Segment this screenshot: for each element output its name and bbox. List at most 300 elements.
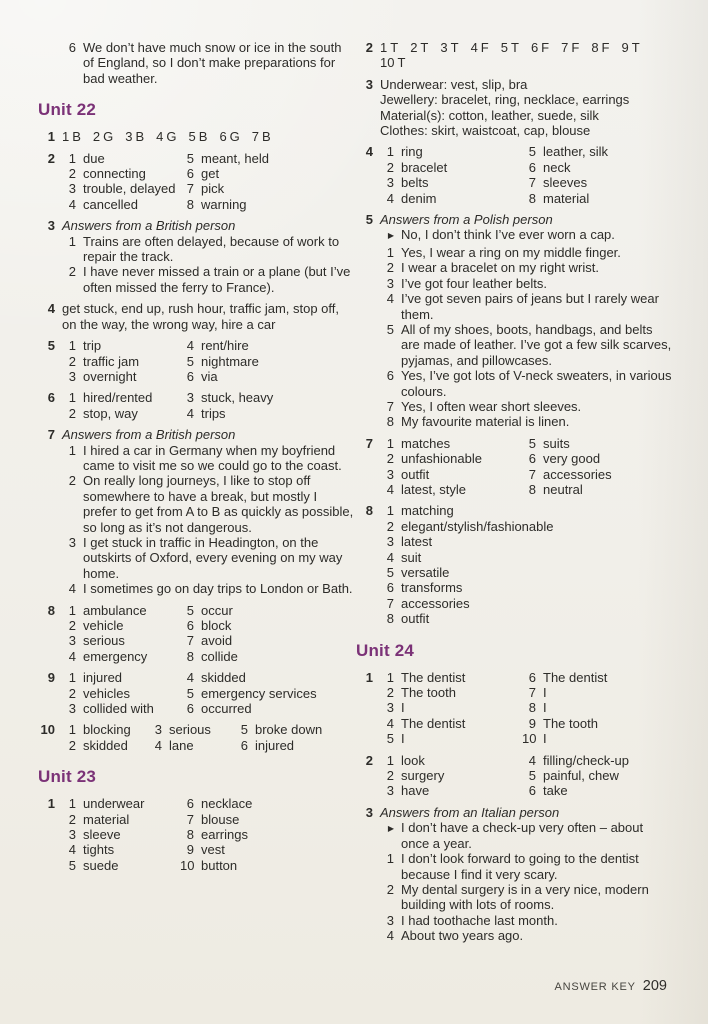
answer-row [380,913,674,928]
exercise [40,796,354,873]
item-number: 6 [528,783,536,799]
answer-row [180,827,252,842]
item-text: occur [201,602,233,618]
exercise-number: 10 [40,722,55,738]
answer-columns [62,151,354,213]
answer-row [62,670,180,685]
item-text: nightmare [201,353,259,369]
item-number: 5 [528,768,536,784]
item-text: I [543,700,547,716]
item-number: 2 [68,353,76,369]
item-text: stuck, heavy [201,390,274,406]
item-text: sleeve [83,827,121,843]
word-pair [531,40,549,55]
answer-row [522,685,607,700]
answer-row [180,686,317,701]
exercise-body [380,144,674,206]
word-pair [219,129,239,144]
pair-value: G [166,129,177,145]
item-number: 5 [68,857,76,873]
answer-row [522,670,607,685]
item-text: The dentist [543,669,608,685]
item-number: 5 [186,602,194,618]
answer-row [62,603,180,618]
item-number: 4 [186,405,194,421]
item-number: 2 [386,768,394,784]
item-text: emergency services [201,685,317,701]
pair-value: F [571,40,580,55]
word-pair [501,40,519,55]
answer-row [62,535,354,581]
item-number: 3 [386,466,394,482]
word-pair [471,40,489,55]
answer-row [380,596,554,611]
item-number: 4 [386,190,394,206]
unit-heading: Unit 23 [38,767,97,787]
answer-columns [62,390,354,421]
item-number: 6 [240,737,248,753]
answer-row [380,768,522,783]
answer-row [180,338,259,353]
item-text: emergency [83,648,148,664]
item-number: 3 [386,534,394,550]
pair-number: 5 [188,129,196,145]
pair-number: 8 [591,40,599,55]
item-number: 2 [68,405,76,421]
item-text: earrings [201,827,248,843]
item-text: I don’t look forward to going to the dentist because I find it very scary. [401,851,639,882]
item-text: traffic jam [83,353,140,369]
answer-row [62,701,180,716]
answer-row [522,700,607,715]
item-text: vest [201,842,225,858]
exercise-body [62,390,354,421]
item-text: overnight [83,368,137,384]
answer-list [62,796,180,873]
item-number: 3 [68,701,76,717]
answer-row [380,368,674,399]
item-number: 3 [68,368,76,384]
item-text: collide [201,648,238,664]
item-number: 5 [386,565,394,580]
item-number: 9 [186,842,194,858]
answer-row [62,264,354,295]
answer-row [180,369,259,384]
pair-number: 4 [470,40,478,55]
item-number: 3 [386,275,394,291]
item-number: 6 [68,40,76,55]
word-pair [62,129,81,144]
item-text: I have never missed a train or a plane (but I’ve often missed the ferry to France). [83,264,351,295]
item-number: 6 [528,669,536,685]
answer-row [180,670,317,685]
answer-row [180,842,252,857]
item-number: 2 [386,159,394,175]
item-number: 6 [186,166,194,182]
item-number: 2 [68,811,76,827]
answer-row [380,820,674,851]
answer-row [380,731,522,746]
answer-row [62,406,180,421]
item-text: Trains are often delayed, because of work to repair the track. [83,233,340,265]
exercise-number: 1 [47,796,55,812]
exercise-number: 9 [47,670,55,686]
item-text: block [201,618,232,633]
item-text: My favourite material is linen. [401,414,570,430]
pair-value: T [510,40,519,55]
item-number: 2 [386,451,394,467]
answer-list [522,753,629,799]
answer-row [380,414,674,429]
answer-row [62,40,354,86]
item-number: 3 [186,390,194,406]
answer-row [180,701,317,716]
exercise-number: 8 [47,602,55,618]
right-column [358,40,674,950]
exercise-body [62,151,354,213]
answer-list [522,144,608,206]
answer-row [180,406,273,421]
item-number: 5 [528,435,536,451]
item-text: stop, way [83,405,138,421]
answer-row [62,796,180,811]
item-text: matching [401,503,454,519]
answer-row [380,670,522,685]
item-number: 3 [386,700,394,716]
item-text: versatile [401,565,450,580]
pair-number: 9 [621,40,629,55]
item-text: very good [543,451,601,467]
page-footer [554,978,667,994]
item-number: 8 [186,196,194,212]
answers-heading: Answers from a British person [62,218,236,234]
item-number: 2 [68,618,76,633]
pair-value: T [397,55,406,71]
page-number: 209 [642,978,667,994]
item-number: 1 [68,796,76,812]
exercise [40,338,354,384]
footer-label: ANSWER KEY [554,981,636,993]
word-pair [440,40,458,55]
exercise-number: 3 [365,76,373,92]
item-number: 6 [186,618,194,633]
answer-list [62,151,180,213]
item-text: I’ve got seven pairs of jeans but I rarely wear them. [401,291,659,322]
answer-row [380,260,674,275]
item-text: material [543,190,590,206]
item-number: 1 [386,752,394,768]
answer-row [380,928,674,943]
answer-row [234,722,322,737]
item-number: 1 [386,669,394,685]
answer-columns [62,670,354,716]
item-number: 7 [186,633,194,649]
answer-row [180,812,252,827]
item-text: serious [169,722,211,738]
item-number: 1 [386,244,394,260]
exercise-number: 2 [365,40,373,55]
item-number: 4 [186,338,194,354]
item-text: The dentist [401,669,466,685]
item-text: I get stuck in traffic in Headington, on the outskirts of Oxford, every evening on my way home. [83,534,343,581]
item-number: 4 [386,549,394,565]
item-number: 4 [68,842,76,858]
item-number: 7 [186,181,194,197]
item-number: 4 [386,715,394,731]
pair-number: 7 [561,40,569,55]
answer-row [380,291,674,322]
item-text: On really long journeys, I like to stop off somewhere to have a break, but mostly I prefer to get from A to B as quickly as possible, so long as it’s not dangerous. [83,473,354,535]
category-line: Clothes: skirt, waistcoat, cap, blouse [380,123,591,139]
answer-list [180,670,317,716]
exercise [40,151,354,213]
exercise-body [380,436,674,498]
answer-row [380,399,674,414]
answer-row [522,716,607,731]
item-text: ring [401,144,423,160]
exercise-body [62,427,354,596]
item-text: I [401,731,405,747]
item-number: 8 [528,190,536,206]
item-text: The dentist [401,715,466,731]
exercise-number: 7 [365,435,373,451]
answer-row [62,234,354,265]
item-text: I wear a bracelet on my right wrist. [401,260,599,276]
item-number: 2 [386,518,394,534]
item-text: painful, chew [543,768,619,784]
item-text: trips [201,405,226,421]
word-pair [561,40,579,55]
word-pair [591,40,609,55]
answer-row [62,181,180,196]
answer-row [380,245,674,260]
exercise [358,436,674,498]
answer-row [62,738,148,753]
item-text: look [401,752,425,768]
answer-columns [380,753,674,799]
answer-row [380,436,522,451]
answer-row [62,443,354,474]
answer-row [180,796,252,811]
answer-row [62,812,180,827]
item-text: I hired a car in Germany when my boyfriend came to visit me so we could go to the coast. [83,442,342,473]
exercise-number: 4 [365,144,373,160]
item-number: 3 [68,827,76,843]
answer-row [380,783,522,798]
item-text: The tooth [401,685,456,701]
answer-row [180,649,238,664]
item-number: 5 [240,722,248,738]
answer-list [180,390,273,421]
answer-row [62,618,180,633]
pair-number: 2 [410,40,418,55]
item-text: accessories [401,595,470,611]
answers-heading: Answers from an Italian person [380,804,560,820]
exercise [40,670,354,716]
item-number: 1 [68,233,76,249]
exercise-number: 5 [365,212,373,228]
exercise [358,805,674,944]
answer-list [62,390,180,421]
item-number: 5 [186,353,194,369]
item-text: Yes, I often wear short sleeves. [401,398,582,414]
answer-row [180,197,269,212]
answer-row [148,722,234,737]
item-number: 10 [522,731,537,747]
pair-number: 2 [92,129,101,145]
answer-row [380,227,674,244]
item-number: 7 [386,595,394,611]
exercise [358,144,674,206]
answers-heading: Answers from a British person [62,427,236,443]
answer-list [180,338,259,384]
item-number: 4 [186,670,194,686]
item-number: 7 [528,466,536,482]
pair-value: F [480,40,489,55]
item-number: 6 [386,368,394,384]
item-number: 9 [528,715,536,731]
pair-value: B [72,129,81,145]
answer-row [380,534,554,549]
answer-list [380,753,522,799]
item-text: take [543,783,568,799]
answer-row [62,390,180,405]
item-text: serious [83,633,125,649]
item-number: 6 [528,451,536,467]
item-text: rent/hire [201,338,249,354]
pair-number: 6 [530,40,539,55]
answer-row [380,451,522,466]
item-text: get [201,166,220,182]
item-number: 8 [186,648,194,664]
item-number: 4 [68,648,76,664]
item-text: My dental surgery is in a very nice, modern building with lots of rooms. [401,881,649,913]
item-text: latest [401,534,433,550]
exercise [40,603,354,665]
item-number: 6 [528,159,536,175]
exercise-body [380,670,674,747]
item-text: avoid [201,633,233,649]
item-text: material [83,811,130,827]
answer-columns [62,338,354,384]
answer-row [522,731,607,746]
item-number: 7 [386,398,394,414]
answer-row [148,738,234,753]
left-column [40,40,354,879]
answer-row [234,738,322,753]
item-number: 1 [68,722,76,738]
answer-row [180,858,252,873]
item-number: 5 [386,731,394,747]
exercise-body [380,212,674,430]
word-pair [189,129,208,144]
item-text: filling/check-up [543,752,629,768]
exercise-number: 6 [47,390,55,406]
answer-row [522,451,612,466]
exercise-body [380,77,674,139]
item-text: meant, held [201,150,269,166]
answer-list [62,722,148,753]
item-number: 1 [386,503,394,519]
item-number: 2 [68,264,76,280]
item-number: 7 [528,175,536,191]
answer-row [62,858,180,873]
item-text: I [543,731,547,747]
item-number: 3 [68,181,76,197]
answer-row [380,700,522,715]
item-number: 3 [386,912,394,928]
answer-marker-icon: ▶ [387,824,394,834]
answer-list [180,796,252,873]
item-number: 8 [386,611,394,627]
answer-columns [380,436,674,498]
pair-value: F [541,40,550,55]
exercise-body [380,805,674,944]
answer-row [180,603,238,618]
item-text: suede [83,857,119,873]
answer-row [180,390,273,405]
answer-row [380,716,522,731]
item-number: 1 [68,670,76,686]
item-number: 4 [68,581,76,597]
item-number: 4 [68,196,76,212]
item-number: 6 [386,580,394,596]
answer-row [62,354,180,369]
item-number: 4 [386,481,394,497]
item-text: vehicle [83,618,124,633]
exercise-body [62,129,354,144]
answer-row [180,166,269,181]
answer-list [522,436,612,498]
item-text: neck [543,159,571,175]
answer-row [380,191,522,206]
item-text: collided with [83,701,154,717]
item-text: broke down [255,722,323,738]
exercise-number: 1 [47,129,55,145]
pair-number: 3 [125,129,133,145]
item-text: due [83,150,105,166]
item-text: blocking [83,722,131,738]
item-number: 1 [68,338,76,354]
pair-value: F [601,40,610,55]
answer-row [522,768,629,783]
item-text: The tooth [543,715,598,731]
item-number: 5 [528,144,536,160]
unit-heading: Unit 22 [38,100,97,120]
item-number: 2 [68,473,76,489]
item-number: 3 [386,783,394,799]
pair-number: 1 [380,40,388,55]
answer-row [62,686,180,701]
item-text: elegant/stylish/fashionable [401,518,554,534]
answer-list [380,144,522,206]
unit-heading: Unit 24 [356,640,415,660]
item-text: cancelled [83,196,138,212]
item-text: belts [401,175,429,191]
item-text: trip [83,338,102,354]
item-text: neutral [543,481,583,497]
answer-list [62,670,180,716]
item-text: hired/rented [83,390,153,406]
continuation-item [62,40,354,86]
answer-row [62,827,180,842]
answers-heading: Answers from a Polish person [380,212,553,228]
item-number: 4 [386,291,394,307]
word-pair [252,129,271,144]
item-text: via [201,368,218,384]
answer-list [180,603,238,665]
exercise-number: 8 [365,503,373,519]
